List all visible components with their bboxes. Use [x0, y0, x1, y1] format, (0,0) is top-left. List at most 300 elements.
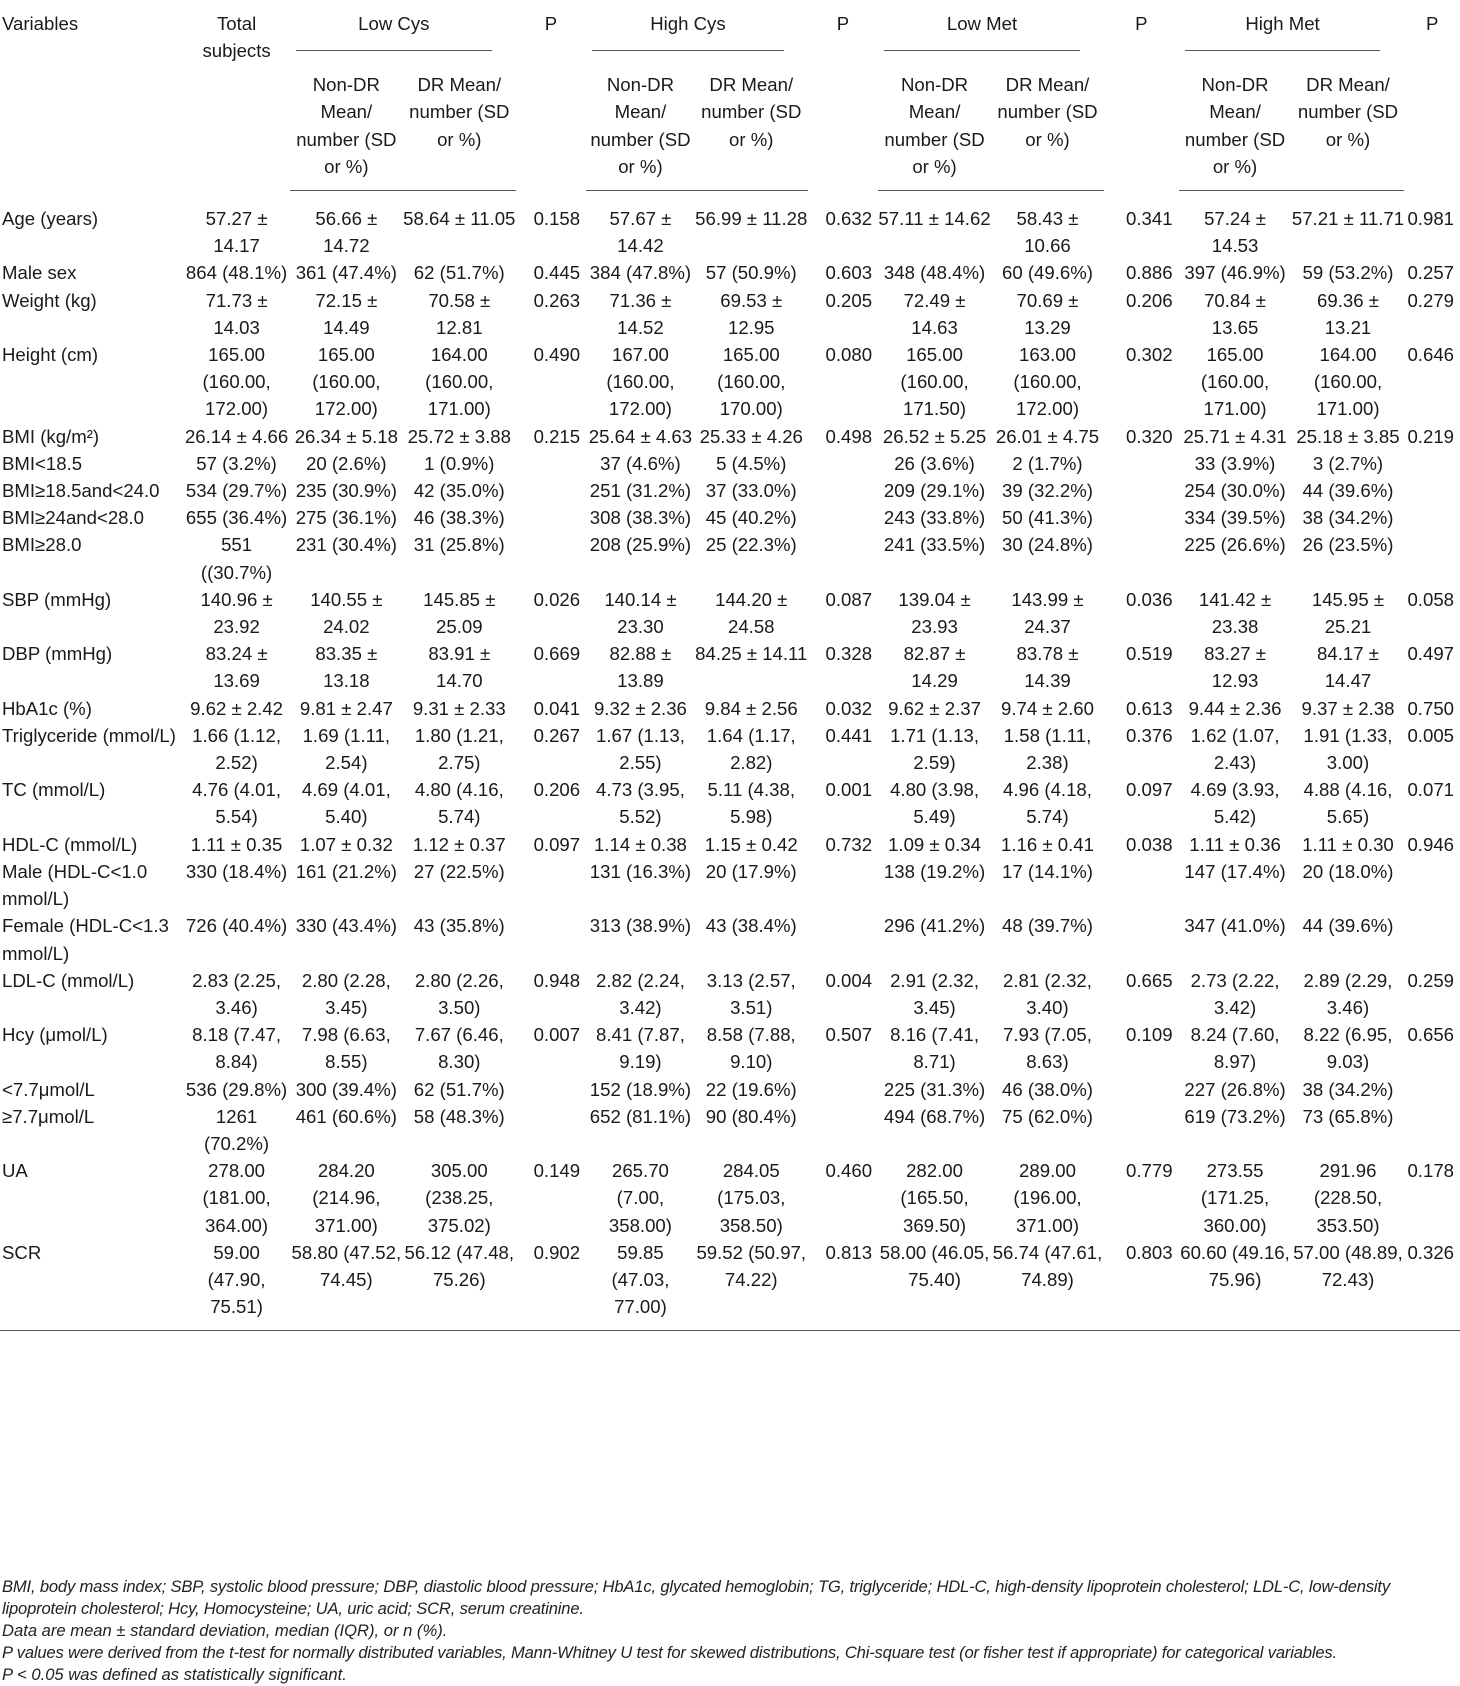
cell-low-met-dr: 1.58 (1.11, 2.38) — [1003, 724, 1092, 774]
cell-high-cys-non-dr: 9.32 ± 2.36 — [593, 697, 687, 719]
cell-high-cys-dr: 5 (4.5%) — [716, 452, 787, 474]
cell-high-cys-non-dr: 82.88 ± 13.89 — [609, 643, 672, 692]
cell-p-low-cys: 0.902 — [516, 1239, 586, 1331]
cell-total: 71.73 ± 14.03 — [205, 289, 268, 338]
cell-high-met-non-dr: 33 (3.9%) — [1194, 452, 1276, 474]
cell-p-high-met: 0.326 — [1404, 1239, 1460, 1331]
cell-low-met-non-dr: 225 (31.3%) — [883, 1078, 986, 1100]
cell-p-high-cys: 0.032 — [825, 697, 873, 719]
cell-p-low-cys — [516, 450, 586, 477]
cell-variable: LDL-C (mmol/L) — [2, 969, 135, 991]
cell-low-cys-dr: 1.80 (1.21, 2.75) — [414, 724, 504, 774]
cell-p-high-met — [1404, 531, 1460, 585]
header-high-met-dr: DR Mean/ number (SD or %) — [1292, 51, 1405, 190]
cell-p-high-cys: 0.732 — [825, 833, 873, 855]
cell-high-met-dr: 3 (2.7%) — [1312, 452, 1384, 474]
cell-high-cys-non-dr: 131 (16.3%) — [589, 860, 692, 882]
cell-high-met-dr: 44 (39.6%) — [1302, 915, 1394, 937]
cell-p-low-cys: 0.097 — [533, 833, 581, 855]
cell-low-cys-dr: 145.85 ± 25.09 — [423, 588, 496, 638]
cell-low-met-non-dr: 494 (68.7%) — [883, 1105, 986, 1127]
table-row — [0, 912, 1460, 966]
cell-p-low-met: 0.613 — [1126, 697, 1173, 719]
cell-high-cys-dr: 20 (17.9%) — [705, 860, 797, 882]
cell-high-cys-non-dr: 59.85 (47.03, 77.00) — [586, 1239, 695, 1331]
cell-p-high-cys: 0.441 — [825, 724, 873, 746]
cell-low-met-dr: 1.16 ± 0.41 — [1001, 833, 1094, 855]
cell-total: 1.11 ± 0.35 — [190, 833, 283, 855]
cell-low-cys-non-dr: 7.98 (6.63, 8.55) — [301, 1024, 391, 1073]
cell-low-met-non-dr: 1.71 (1.13, 2.59) — [890, 724, 979, 774]
header-total-subjects: Total subjects — [202, 13, 271, 62]
cell-high-met-dr: 73 (65.8%) — [1302, 1105, 1394, 1127]
header-high-cys-non-dr: Non-DR Mean/ number (SD or %) — [586, 51, 695, 190]
cell-low-met-dr: 289.00 (196.00, 371.00) — [1013, 1160, 1082, 1236]
header-low-cys-non-dr: Non-DR Mean/ number (SD or %) — [290, 51, 403, 190]
cell-high-met-non-dr: 1.11 ± 0.36 — [1189, 833, 1281, 855]
cell-p-low-met — [1104, 1076, 1179, 1103]
footnote-abbreviations: BMI, body mass index; SBP, systolic blood pressure; DBP, diastolic blood pressure; HbA1c, glycated hemoglobin; TG, triglyceride; HDL-C, high-density lipoprotein cholesterol; LDL-C, low-density lipoprotein cholesterol; Hcy, Homocysteine; UA, uric acid; SCR, serum creatinine. — [2, 1577, 1390, 1618]
cell-p-high-met: 0.219 — [1407, 425, 1454, 447]
cell-high-met-non-dr: 2.73 (2.22, 3.42) — [1190, 969, 1280, 1018]
cell-high-met-dr: 9.37 ± 2.38 — [1301, 697, 1395, 719]
cell-high-met-non-dr: 347 (41.0%) — [1184, 915, 1286, 937]
cell-high-met-dr: 57.21 ± 11.71 — [1291, 208, 1405, 230]
cell-p-high-met — [1404, 1103, 1460, 1157]
cell-high-cys-non-dr: 1.67 (1.13, 2.55) — [595, 724, 685, 774]
table-row — [0, 967, 1460, 1021]
cell-low-met-dr: 30 (24.8%) — [1002, 534, 1093, 556]
table-row — [0, 259, 1460, 286]
cell-high-cys-dr: 165.00 (160.00, 170.00) — [717, 344, 786, 420]
header-variables: Variables — [2, 13, 79, 34]
cell-high-met-dr: 25.18 ± 3.85 — [1296, 425, 1400, 447]
cell-low-cys-dr: 56.12 (47.48, 75.26) — [403, 1239, 516, 1331]
cell-total: 57 (3.2%) — [196, 452, 277, 474]
cell-high-cys-dr: 43 (38.4%) — [705, 915, 797, 937]
cell-low-cys-non-dr: 9.81 ± 2.47 — [299, 697, 393, 719]
table-row — [0, 477, 1460, 504]
table-row — [0, 640, 1460, 694]
cell-high-met-dr: 4.88 (4.16, 5.65) — [1303, 779, 1393, 828]
cell-p-high-cys — [808, 531, 878, 585]
cell-low-met-non-dr: 9.62 ± 2.37 — [888, 697, 981, 719]
cell-p-low-cys: 0.026 — [533, 588, 581, 610]
cell-p-high-cys — [808, 858, 878, 912]
cell-variable: Triglyceride (mmol/L) — [2, 724, 176, 746]
cell-low-met-dr: 58.43 ± 10.66 — [1016, 208, 1079, 257]
cell-high-met-non-dr: 254 (30.0%) — [1184, 480, 1286, 502]
cell-p-high-cys: 0.460 — [825, 1160, 873, 1182]
cell-p-high-met: 0.257 — [1407, 262, 1454, 284]
cell-high-cys-dr: 84.25 ± 14.11 — [695, 643, 808, 665]
cell-high-cys-dr: 59.52 (50.97, 74.22) — [695, 1239, 808, 1331]
cell-p-high-cys — [808, 450, 878, 477]
cell-p-high-met: 0.646 — [1407, 344, 1454, 366]
cell-low-met-dr: 60 (49.6%) — [1002, 262, 1093, 284]
cell-low-met-dr: 143.99 ± 24.37 — [1011, 588, 1084, 638]
cell-total: 59.00 (47.90, 75.51) — [183, 1239, 290, 1331]
cell-p-high-met: 0.656 — [1407, 1024, 1454, 1046]
table-row — [0, 287, 1460, 341]
cell-variable: Height (cm) — [2, 344, 99, 366]
cell-variable: BMI<18.5 — [2, 452, 83, 474]
cell-p-low-met: 0.886 — [1126, 262, 1173, 284]
cell-p-high-met: 0.005 — [1407, 724, 1454, 746]
cell-high-cys-dr: 3.13 (2.57, 3.51) — [706, 969, 796, 1018]
cell-variable: SBP (mmHg) — [2, 588, 112, 610]
cell-high-met-dr: 44 (39.6%) — [1302, 480, 1394, 502]
cell-p-low-met: 0.097 — [1126, 779, 1173, 801]
cell-low-met-dr: 2 (1.7%) — [1012, 452, 1083, 474]
header-group-low-met: Low Met — [878, 0, 1104, 51]
cell-variable: Age (years) — [2, 207, 99, 229]
cell-low-met-non-dr: 138 (19.2%) — [883, 860, 986, 882]
cell-low-cys-dr: 58.64 ± 11.05 — [403, 208, 516, 230]
cell-high-cys-non-dr: 251 (31.2%) — [589, 480, 692, 502]
cell-variable: Female (HDL-C<1.3 mmol/L) — [2, 915, 169, 964]
cell-high-met-non-dr: 57.24 ± 14.53 — [1204, 208, 1266, 257]
cell-high-met-non-dr: 225 (26.6%) — [1184, 534, 1286, 556]
cell-high-cys-dr: 25.33 ± 4.26 — [699, 425, 803, 447]
cell-high-cys-dr: 5.11 (4.38, 5.98) — [707, 779, 796, 828]
cell-p-high-met: 0.497 — [1407, 643, 1454, 665]
cell-low-cys-dr: 62 (51.7%) — [413, 1078, 505, 1100]
footnote-significance: P < 0.05 was defined as statistically significant. — [2, 1665, 347, 1684]
cell-p-low-met: 0.206 — [1126, 289, 1173, 311]
cell-high-met-non-dr: 70.84 ± 13.65 — [1204, 289, 1266, 338]
header-low-met-non-dr: Non-DR Mean/ number (SD or %) — [878, 51, 991, 190]
cell-low-cys-non-dr: 161 (21.2%) — [295, 860, 397, 882]
cell-variable: Weight (kg) — [2, 289, 97, 311]
cell-low-met-non-dr: 165.00 (160.00, 171.50) — [900, 344, 969, 420]
cell-low-met-non-dr: 4.80 (3.98, 5.49) — [890, 779, 979, 828]
cell-high-cys-non-dr: 313 (38.9%) — [589, 915, 692, 937]
cell-high-cys-dr: 9.84 ± 2.56 — [704, 697, 798, 719]
cell-variable: Hcy (μmol/L) — [2, 1024, 108, 1046]
cell-high-cys-dr: 57 (50.9%) — [705, 262, 797, 284]
cell-low-cys-dr: 83.91 ± 14.70 — [428, 643, 491, 692]
cell-low-cys-dr: 46 (38.3%) — [413, 507, 505, 529]
cell-low-cys-dr: 1 (0.9%) — [424, 452, 495, 474]
cell-p-low-cys: 0.490 — [533, 344, 581, 366]
cell-p-low-cys — [516, 1103, 586, 1157]
cell-low-met-dr: 48 (39.7%) — [1002, 915, 1093, 937]
cell-p-low-met — [1104, 531, 1179, 585]
cell-p-high-cys — [808, 1103, 878, 1157]
cell-p-high-met: 0.946 — [1407, 833, 1454, 855]
cell-p-high-cys — [808, 912, 878, 966]
cell-high-cys-non-dr: 308 (38.3%) — [589, 507, 692, 529]
cell-low-met-dr: 75 (62.0%) — [1002, 1105, 1093, 1127]
cell-variable: ≥7.7μmol/L — [2, 1105, 95, 1127]
cell-high-cys-non-dr: 71.36 ± 14.52 — [609, 289, 672, 338]
cell-low-cys-dr: 27 (22.5%) — [413, 860, 505, 882]
cell-p-high-cys: 0.632 — [825, 207, 873, 229]
cell-high-met-non-dr: 8.24 (7.60, 8.97) — [1190, 1024, 1280, 1073]
cell-low-met-non-dr: 58.00 (46.05, 75.40) — [878, 1239, 991, 1331]
cell-p-high-met — [1404, 1076, 1460, 1103]
cell-low-cys-dr: 31 (25.8%) — [413, 534, 505, 556]
cell-total: 2.83 (2.25, 3.46) — [192, 969, 282, 1018]
cell-high-met-dr: 38 (34.2%) — [1302, 507, 1394, 529]
cell-high-met-dr: 1.91 (1.33, 3.00) — [1303, 724, 1393, 774]
cell-high-met-dr: 69.36 ± 13.21 — [1317, 289, 1379, 338]
cell-low-met-dr: 7.93 (7.05, 8.63) — [1003, 1024, 1092, 1073]
cell-low-cys-non-dr: 56.66 ± 14.72 — [315, 208, 378, 257]
cell-low-met-dr: 70.69 ± 13.29 — [1016, 289, 1079, 338]
cell-p-low-cys: 0.267 — [533, 724, 581, 746]
footnote-p-values: P values were derived from the t-test for normally distributed variables, Mann-Whitney U test for skewed distributions, Chi-square test (or fisher test if appropriate) for categorical variables. — [2, 1643, 1337, 1662]
cell-p-low-met — [1104, 504, 1179, 531]
header-low-cys-dr: DR Mean/ number (SD or %) — [403, 51, 516, 190]
cell-high-cys-dr: 144.20 ± 24.58 — [715, 588, 788, 638]
cell-p-high-cys: 0.205 — [825, 289, 873, 311]
cell-low-cys-dr: 62 (51.7%) — [413, 262, 505, 284]
cell-low-met-dr: 56.74 (47.61, 74.89) — [991, 1239, 1104, 1331]
cell-low-cys-dr: 164.00 (160.00, 171.00) — [425, 344, 494, 420]
header-low-met-dr: DR Mean/ number (SD or %) — [991, 51, 1104, 190]
cell-p-low-cys — [516, 477, 586, 504]
cell-p-low-cys — [516, 531, 586, 585]
cell-high-cys-non-dr: 208 (25.9%) — [589, 534, 692, 556]
cell-total: 4.76 (4.01, 5.54) — [192, 779, 282, 828]
cell-high-cys-non-dr: 265.70 (7.00, 358.00) — [608, 1160, 672, 1236]
cell-low-cys-dr: 42 (35.0%) — [413, 480, 505, 502]
cell-low-met-non-dr: 1.09 ± 0.34 — [888, 833, 981, 855]
cell-low-cys-non-dr: 26.34 ± 5.18 — [294, 425, 398, 447]
table-row — [0, 504, 1460, 531]
cell-p-high-cys — [808, 1076, 878, 1103]
cell-p-high-cys: 0.004 — [825, 969, 873, 991]
cell-variable: BMI≥28.0 — [2, 534, 82, 556]
cell-high-cys-dr: 37 (33.0%) — [705, 480, 797, 502]
cell-high-met-non-dr: 25.71 ± 4.31 — [1183, 425, 1287, 447]
cell-p-high-cys — [808, 504, 878, 531]
cell-variable: Male (HDL-C<1.0 mmol/L) — [2, 860, 148, 910]
cell-high-met-dr: 291.96 (228.50, 353.50) — [1313, 1160, 1383, 1236]
cell-variable: Male sex — [2, 262, 77, 284]
cell-high-met-dr: 57.00 (48.89, 72.43) — [1292, 1239, 1405, 1331]
cell-high-met-non-dr: 273.55 (171.25, 360.00) — [1200, 1160, 1270, 1236]
cell-low-met-non-dr: 2.91 (2.32, 3.45) — [890, 969, 979, 1018]
table-row — [0, 695, 1460, 722]
cell-low-cys-non-dr: 461 (60.6%) — [295, 1105, 397, 1127]
cell-high-met-non-dr: 227 (26.8%) — [1184, 1078, 1286, 1100]
cell-high-cys-dr: 90 (80.4%) — [705, 1105, 797, 1127]
cell-p-high-met — [1404, 450, 1460, 477]
table-row — [0, 858, 1460, 912]
cell-p-low-met: 0.036 — [1126, 588, 1173, 610]
cell-p-high-met: 0.279 — [1407, 289, 1454, 311]
cell-low-cys-dr: 43 (35.8%) — [413, 915, 505, 937]
cell-high-cys-dr: 8.58 (7.88, 9.10) — [706, 1024, 796, 1073]
cell-low-cys-non-dr: 235 (30.9%) — [295, 480, 397, 502]
table-footnotes — [0, 1576, 1460, 1686]
cell-total: 536 (29.8%) — [185, 1078, 288, 1100]
cell-p-low-cys: 0.263 — [533, 289, 581, 311]
cell-low-met-non-dr: 26.52 ± 5.25 — [882, 425, 987, 447]
cell-low-cys-non-dr: 275 (36.1%) — [295, 507, 397, 529]
cell-low-met-dr: 26.01 ± 4.75 — [995, 425, 1100, 447]
cell-p-high-met: 0.259 — [1407, 969, 1454, 991]
cell-variable: TC (mmol/L) — [2, 779, 106, 801]
cell-variable: BMI≥24and<28.0 — [2, 507, 145, 529]
cell-p-high-met — [1404, 477, 1460, 504]
cell-p-high-cys: 0.087 — [825, 588, 873, 610]
cell-low-met-dr: 17 (14.1%) — [1002, 860, 1093, 882]
cell-low-met-non-dr: 57.11 ± 14.62 — [878, 208, 991, 230]
cell-p-low-met: 0.779 — [1126, 1160, 1173, 1182]
cell-high-met-non-dr: 1.62 (1.07, 2.43) — [1190, 724, 1280, 774]
cell-p-high-met: 0.750 — [1407, 697, 1454, 719]
cell-low-met-dr: 4.96 (4.18, 5.74) — [1003, 779, 1092, 828]
cell-low-cys-non-dr: 1.69 (1.11, 2.54) — [302, 724, 391, 774]
cell-p-low-cys: 0.041 — [533, 697, 581, 719]
cell-total: 1.66 (1.12, 2.52) — [192, 724, 282, 774]
cell-p-low-met — [1104, 450, 1179, 477]
cell-p-high-met: 0.058 — [1407, 588, 1454, 610]
cell-p-low-met: 0.376 — [1126, 724, 1173, 746]
cell-p-low-met: 0.109 — [1126, 1024, 1173, 1046]
cell-p-high-cys: 0.328 — [825, 643, 873, 665]
cell-low-cys-non-dr: 140.55 ± 24.02 — [310, 588, 383, 638]
cell-total: 165.00 (160.00, 172.00) — [202, 344, 271, 420]
cell-high-cys-non-dr: 652 (81.1%) — [589, 1105, 692, 1127]
cell-high-cys-non-dr: 57.67 ± 14.42 — [609, 208, 672, 257]
cell-low-met-non-dr: 243 (33.8%) — [883, 507, 986, 529]
footnote-data-format: Data are mean ± standard deviation, median (IQR), or n (%). — [2, 1621, 448, 1640]
cell-high-met-dr: 20 (18.0%) — [1302, 860, 1394, 882]
cell-p-low-cys: 0.206 — [533, 779, 581, 801]
cell-total: 726 (40.4%) — [185, 915, 288, 937]
cell-total: 8.18 (7.47, 8.84) — [192, 1024, 282, 1073]
cell-p-high-cys: 0.813 — [808, 1239, 878, 1331]
cell-total: 9.62 ± 2.42 — [190, 697, 284, 719]
cell-total: 57.27 ± 14.17 — [205, 207, 268, 256]
cell-p-high-cys: 0.001 — [825, 779, 873, 801]
cell-high-met-dr: 26 (23.5%) — [1302, 534, 1394, 556]
cell-high-cys-dr: 284.05 (175.03, 358.50) — [717, 1160, 786, 1236]
cell-high-met-non-dr: 397 (46.9%) — [1184, 262, 1286, 284]
cell-low-cys-non-dr: 300 (39.4%) — [295, 1078, 397, 1100]
cell-low-cys-dr: 305.00 (238.25, 375.02) — [425, 1160, 494, 1236]
cell-high-met-dr: 59 (53.2%) — [1302, 262, 1394, 284]
table-row — [0, 1157, 1460, 1239]
cell-low-met-non-dr: 139.04 ± 23.93 — [898, 588, 971, 638]
cell-p-high-cys: 0.507 — [825, 1024, 873, 1046]
table-row — [0, 586, 1460, 640]
cell-low-met-dr: 9.74 ± 2.60 — [1001, 697, 1094, 719]
cell-variable: DBP (mmHg) — [2, 643, 113, 665]
cell-p-high-cys: 0.498 — [825, 425, 873, 447]
cell-low-met-non-dr: 282.00 (165.50, 369.50) — [900, 1160, 969, 1236]
cell-high-met-dr: 84.17 ± 14.47 — [1317, 643, 1379, 692]
cell-high-met-non-dr: 165.00 (160.00, 171.00) — [1200, 344, 1270, 420]
cell-low-cys-dr: 4.80 (4.16, 5.74) — [414, 779, 504, 828]
table-row — [0, 722, 1460, 776]
cell-p-low-met: 0.320 — [1126, 425, 1173, 447]
cell-high-met-non-dr: 9.44 ± 2.36 — [1188, 697, 1282, 719]
cell-variable: HDL-C (mmol/L) — [2, 833, 138, 855]
cell-p-high-met — [1404, 858, 1460, 912]
cell-p-low-met: 0.302 — [1126, 344, 1173, 366]
cell-high-cys-non-dr: 4.73 (3.95, 5.52) — [595, 779, 685, 828]
cell-p-low-met: 0.803 — [1104, 1239, 1179, 1331]
cell-p-high-met — [1404, 912, 1460, 966]
cell-p-high-cys — [808, 477, 878, 504]
cell-low-cys-non-dr: 165.00 (160.00, 172.00) — [312, 344, 381, 420]
cell-p-low-cys — [516, 504, 586, 531]
table-row — [0, 1239, 1460, 1331]
cell-high-met-dr: 8.22 (6.95, 9.03) — [1303, 1024, 1393, 1073]
header-p-low-cys: P — [544, 13, 558, 34]
header-high-met-non-dr: Non-DR Mean/ number (SD or %) — [1179, 51, 1292, 190]
table-row — [0, 831, 1460, 858]
header-group-high-met: High Met — [1179, 0, 1405, 51]
cell-p-low-met: 0.519 — [1126, 643, 1173, 665]
cell-high-cys-dr: 25 (22.3%) — [705, 534, 797, 556]
cell-low-met-non-dr: 82.87 ± 14.29 — [903, 643, 966, 692]
cell-p-low-cys: 0.215 — [533, 425, 581, 447]
table-row — [0, 450, 1460, 477]
header-p-high-cys: P — [836, 13, 850, 34]
cell-high-cys-non-dr: 25.64 ± 4.63 — [588, 425, 693, 447]
cell-high-met-non-dr: 4.69 (3.93, 5.42) — [1190, 779, 1280, 828]
cell-high-cys-non-dr: 140.14 ± 23.30 — [604, 588, 677, 638]
cell-low-cys-non-dr: 72.15 ± 14.49 — [315, 289, 378, 338]
cell-low-cys-non-dr: 83.35 ± 13.18 — [315, 643, 378, 692]
cell-high-met-non-dr: 141.42 ± 23.38 — [1198, 588, 1272, 638]
cell-variable: BMI (kg/m²) — [2, 425, 100, 447]
cell-p-high-met: 0.981 — [1407, 207, 1454, 229]
cell-high-cys-dr: 1.15 ± 0.42 — [704, 833, 798, 855]
cell-total: 534 (29.7%) — [185, 480, 288, 502]
cell-high-met-non-dr: 83.27 ± 12.93 — [1204, 643, 1266, 692]
cell-p-low-cys: 0.007 — [533, 1024, 581, 1046]
table-row — [0, 776, 1460, 830]
table-row — [0, 1021, 1460, 1075]
cell-high-met-dr: 2.89 (2.29, 3.46) — [1303, 969, 1393, 1018]
cell-p-low-cys: 0.948 — [533, 969, 581, 991]
cell-high-cys-non-dr: 1.14 ± 0.38 — [593, 833, 687, 855]
cell-high-met-dr: 38 (34.2%) — [1302, 1078, 1394, 1100]
table-row — [0, 1103, 1460, 1157]
cell-total: 864 (48.1%) — [185, 262, 288, 284]
header-group-high-cys: High Cys — [586, 0, 808, 51]
cell-p-low-cys: 0.149 — [533, 1160, 581, 1182]
cell-high-met-non-dr: 147 (17.4%) — [1184, 860, 1286, 882]
cell-total: 278.00 (181.00, 364.00) — [202, 1160, 271, 1236]
cell-low-cys-dr: 25.72 ± 3.88 — [407, 425, 511, 447]
cell-low-met-non-dr: 209 (29.1%) — [883, 480, 986, 502]
cell-low-cys-non-dr: 284.20 (214.96, 371.00) — [312, 1160, 381, 1236]
cell-low-met-non-dr: 241 (33.5%) — [883, 534, 986, 556]
cell-high-cys-non-dr: 167.00 (160.00, 172.00) — [606, 344, 675, 420]
cell-p-low-met: 0.341 — [1126, 207, 1173, 229]
cell-low-cys-non-dr: 58.80 (47.52, 74.45) — [290, 1239, 403, 1331]
table-row — [0, 531, 1460, 585]
cell-high-cys-non-dr: 384 (47.8%) — [589, 262, 692, 284]
cell-low-cys-dr: 58 (48.3%) — [413, 1105, 505, 1127]
cell-p-low-cys: 0.158 — [533, 207, 581, 229]
cell-high-cys-non-dr: 8.41 (7.87, 9.19) — [595, 1024, 685, 1073]
cell-total: 83.24 ± 13.69 — [205, 643, 268, 692]
cell-total: 655 (36.4%) — [185, 507, 288, 529]
cell-low-met-dr: 39 (32.2%) — [1002, 480, 1093, 502]
cell-low-cys-dr: 7.67 (6.46, 8.30) — [414, 1024, 504, 1073]
cell-low-cys-non-dr: 20 (2.6%) — [306, 452, 387, 474]
